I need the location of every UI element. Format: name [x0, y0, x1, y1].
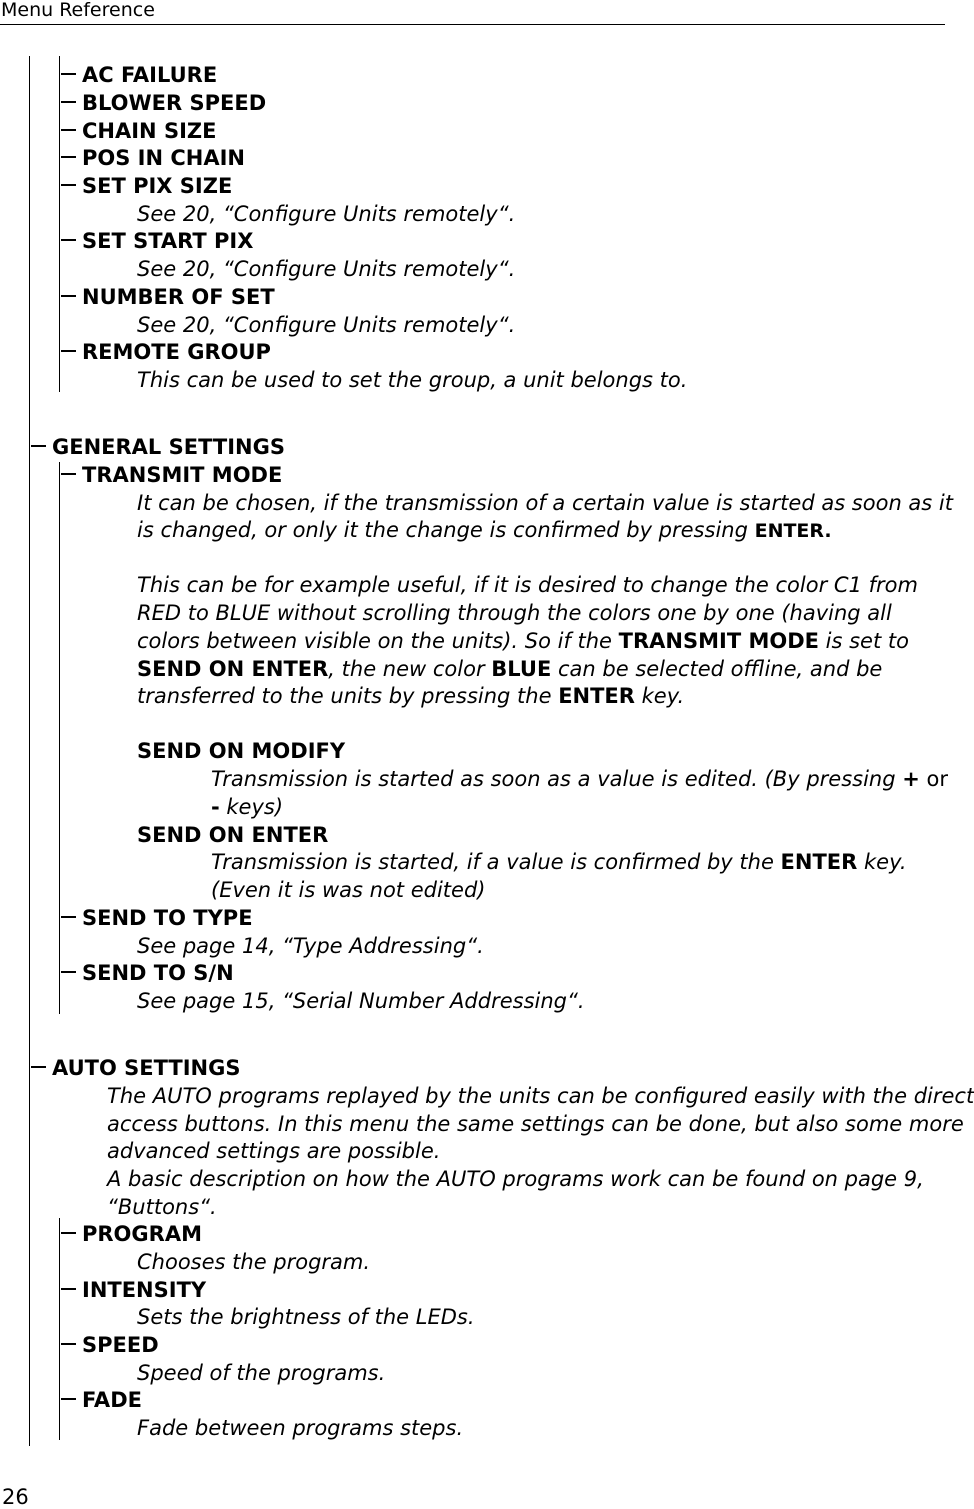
menu-item-label: POS IN CHAIN	[82, 146, 246, 170]
menu-item-desc: This can be used to set the group, a unit belongs to.	[137, 368, 688, 392]
menu-item-number-of-set	[61, 283, 275, 311]
text-span: colors between visible on the units). So if the	[137, 629, 619, 653]
menu-item-desc: Chooses the program.	[137, 1250, 371, 1274]
menu-item-label: SET PIX SIZE	[82, 174, 233, 198]
menu-item-label: PROGRAM	[82, 1222, 202, 1246]
menu-item-speed	[61, 1331, 159, 1359]
section-title: AUTO SETTINGS	[52, 1056, 241, 1080]
menu-item-label: AC FAILURE	[82, 63, 218, 87]
paragraph-line	[137, 516, 832, 545]
paragraph-line	[137, 655, 882, 683]
menu-item-desc: Fade between programs steps.	[137, 1416, 464, 1440]
paragraph-line	[137, 682, 684, 710]
tree-line-auto	[59, 1218, 60, 1440]
menu-item-intensity	[61, 1276, 206, 1304]
tree-dash	[61, 971, 76, 973]
menu-item-label: NUMBER OF SET	[82, 285, 275, 309]
tree-dash	[61, 350, 76, 352]
text-span: keys)	[219, 795, 284, 819]
text-span: is set to	[818, 629, 909, 653]
menu-item-set-start-pix	[61, 227, 253, 255]
term-transmit-mode: TRANSMIT MODE	[618, 629, 819, 653]
menu-item-pos-in-chain	[61, 144, 245, 172]
menu-item-send-to-sn	[61, 959, 234, 987]
paragraph-line	[137, 627, 909, 655]
section-desc-line: “Buttons“.	[107, 1195, 217, 1219]
option-desc-line	[211, 765, 948, 793]
menu-item-label: REMOTE GROUP	[82, 340, 271, 364]
tree-line-main	[29, 56, 30, 1446]
menu-item-send-to-type	[61, 904, 253, 932]
header-title: Menu Reference	[1, 0, 155, 21]
tree-dash	[61, 156, 76, 158]
text-span: transferred to the units by pressing the	[137, 684, 559, 708]
page-number: 26	[2, 1485, 29, 1509]
tree-dash	[61, 473, 76, 475]
menu-item-label: SEND TO S/N	[82, 961, 234, 985]
menu-item-desc: See 20, “Configure Units remotely“.	[137, 257, 516, 281]
section-auto-settings	[31, 1054, 241, 1082]
term-send-on-enter: SEND ON ENTER	[137, 657, 329, 681]
tree-dash	[61, 184, 76, 186]
term-blue: BLUE	[491, 657, 552, 681]
option-desc-line	[211, 848, 907, 876]
menu-item-label: TRANSMIT MODE	[82, 463, 283, 487]
menu-item-label: SEND TO TYPE	[82, 906, 253, 930]
menu-item-program	[61, 1220, 202, 1248]
tree-line-general	[59, 462, 60, 1014]
tree-dash	[61, 73, 76, 75]
text-span: key.	[857, 850, 907, 874]
tree-dash	[61, 1398, 76, 1400]
tree-line-remote	[59, 56, 60, 392]
menu-item-chain-size	[61, 117, 216, 145]
menu-item-desc: See page 14, “Type Addressing“.	[137, 934, 484, 958]
text-span: is changed, or only it the change is confirmed by pressing	[137, 518, 755, 542]
text-span: Transmission is started as soon as a value is edited. (By pressing	[211, 767, 903, 791]
menu-item-label: SPEED	[82, 1333, 159, 1357]
tree-dash	[61, 1343, 76, 1345]
key-minus: -	[211, 795, 220, 819]
tree-dash	[61, 239, 76, 241]
tree-dash	[61, 101, 76, 103]
page-header	[0, 0, 945, 25]
tree-dash	[31, 445, 46, 447]
key-enter: ENTER	[558, 684, 635, 708]
section-desc-line: access buttons. In this menu the same settings can be done, but also some more	[107, 1112, 964, 1136]
menu-item-fade	[61, 1386, 142, 1414]
menu-item-blower-speed	[61, 89, 266, 117]
menu-item-label: SET START PIX	[82, 229, 254, 253]
menu-item-ac-failure	[61, 61, 217, 89]
tree-dash	[61, 1232, 76, 1234]
menu-item-transmit-mode	[61, 461, 282, 489]
paragraph-line: RED to BLUE without scrolling through the colors one by one (having all	[137, 601, 892, 625]
menu-item-desc: Sets the brightness of the LEDs.	[137, 1305, 475, 1329]
option-desc-line: (Even it is was not edited)	[211, 878, 486, 902]
menu-item-label: BLOWER SPEED	[82, 91, 267, 115]
menu-item-label: INTENSITY	[82, 1278, 207, 1302]
section-title: GENERAL SETTINGS	[52, 435, 285, 459]
tree-dash	[31, 1066, 46, 1068]
menu-item-desc: See 20, “Configure Units remotely“.	[137, 202, 516, 226]
section-desc-line: A basic description on how the AUTO programs work can be found on page 9,	[107, 1167, 924, 1191]
key-enter: ENTER.	[754, 520, 832, 542]
section-general-settings	[31, 433, 285, 461]
option-desc-line	[211, 793, 283, 821]
tree-dash	[61, 129, 76, 131]
menu-item-desc: Speed of the programs.	[137, 1361, 386, 1385]
menu-item-label: CHAIN SIZE	[82, 119, 217, 143]
tree-dash	[61, 295, 76, 297]
section-desc-line: The AUTO programs replayed by the units can be configured easily with the direct	[107, 1084, 974, 1108]
menu-item-set-pix-size	[61, 172, 232, 200]
text-span: key.	[634, 684, 685, 708]
text-span: can be selected offline, and be	[551, 657, 883, 681]
menu-item-desc: See page 15, “Serial Number Addressing“.	[137, 989, 585, 1013]
paragraph-line: This can be for example useful, if it is desired to change the color C1 from	[137, 573, 918, 597]
option-send-on-enter: SEND ON ENTER	[137, 823, 329, 847]
option-send-on-modify: SEND ON MODIFY	[137, 739, 346, 763]
menu-item-remote-group	[61, 338, 271, 366]
text-span: Transmission is started, if a value is confirmed by the	[211, 850, 781, 874]
tree-dash	[61, 1288, 76, 1290]
section-desc-line: advanced settings are possible.	[107, 1139, 441, 1163]
text-span: , the new color	[328, 657, 492, 681]
key-plus: +	[902, 767, 920, 791]
text-span: or	[919, 767, 949, 791]
menu-item-label: FADE	[82, 1388, 142, 1412]
paragraph-line: It can be chosen, if the transmission of a certain value is started as soon as it	[137, 491, 953, 515]
menu-item-desc: See 20, “Configure Units remotely“.	[137, 313, 516, 337]
key-enter: ENTER	[780, 850, 858, 874]
tree-dash	[61, 916, 76, 918]
